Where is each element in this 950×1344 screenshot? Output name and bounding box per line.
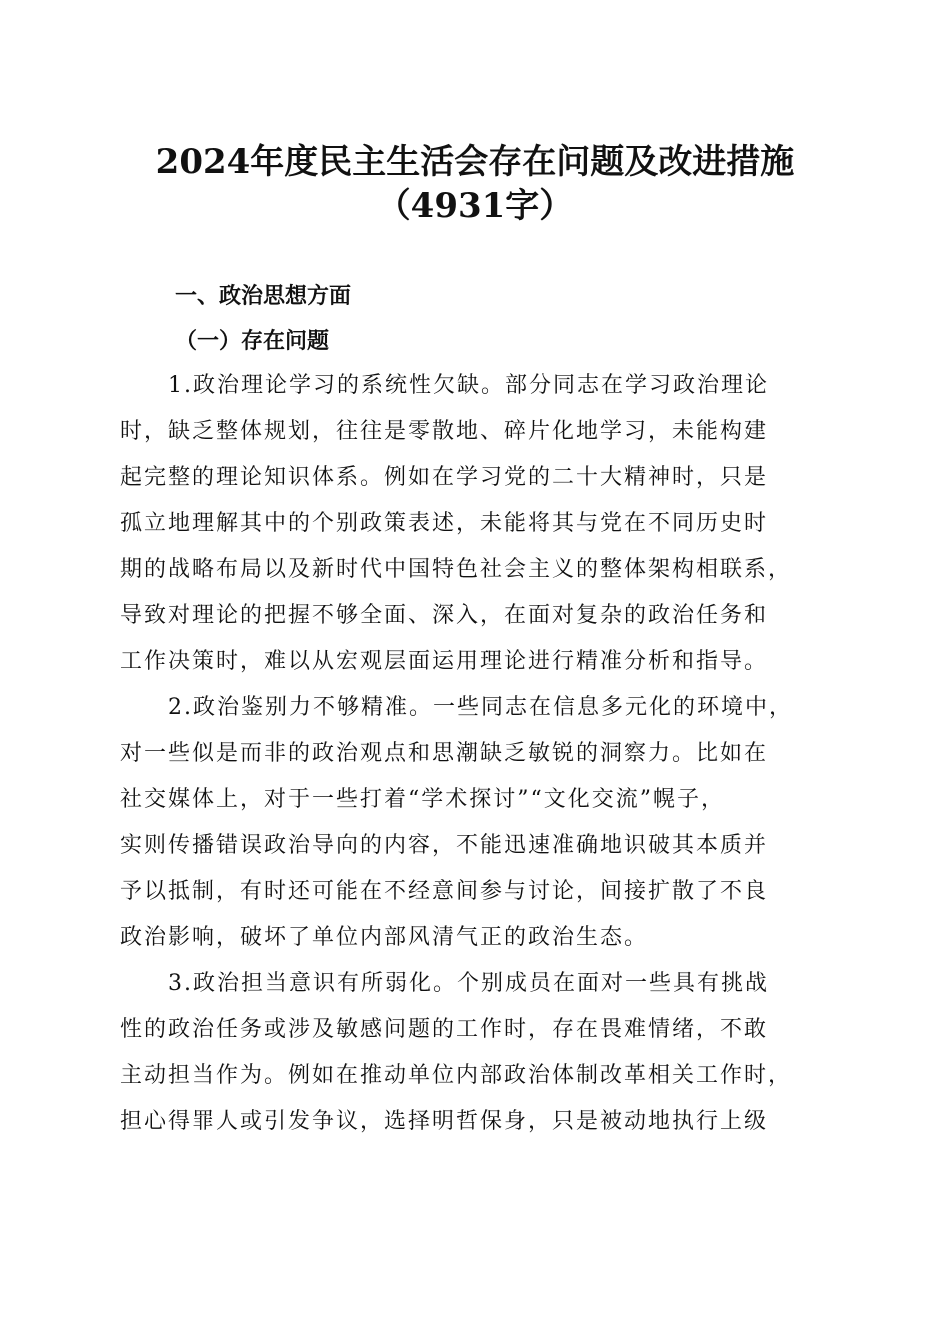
- paragraph-line: 主动担当作为。例如在推动单位内部政治体制改革相关工作时，: [120, 1063, 793, 1088]
- document-title: 2024年度民主生活会存在问题及改进措施: [155, 142, 795, 182]
- subsection-heading-existing-problems: （一）存在问题: [175, 328, 330, 354]
- document-title-word-count: （4931字）: [376, 186, 574, 226]
- paragraph-line: 对一些似是而非的政治观点和思潮缺乏敏锐的洞察力。比如在: [120, 741, 769, 766]
- paragraph-2: [120, 685, 838, 961]
- paragraph-line: 1.政治理论学习的系统性欠缺。部分同志在学习政治理论: [168, 373, 769, 398]
- paragraph-line: 孤立地理解其中的个别政策表述，未能将其与党在不同历史时: [120, 511, 769, 536]
- paragraph-line: 期的战略布局以及新时代中国特色社会主义的整体架构相联系，: [120, 557, 793, 582]
- paragraph-1: [120, 363, 838, 685]
- paragraph-line: 社交媒体上，对于一些打着“学术探讨”“文化交流”幌子，: [120, 787, 725, 812]
- section-heading-political-thought: 一、政治思想方面: [175, 284, 352, 309]
- paragraph-line: 起完整的理论知识体系。例如在学习党的二十大精神时，只是: [120, 465, 769, 490]
- paragraph-line: 予以抵制，有时还可能在不经意间参与讨论，间接扩散了不良: [120, 879, 769, 904]
- paragraph-3: [120, 961, 838, 1145]
- paragraph-line: 工作决策时，难以从宏观层面运用理论进行精准分析和指导。: [120, 649, 769, 674]
- paragraph-line: 导致对理论的把握不够全面、深入，在面对复杂的政治任务和: [120, 603, 769, 628]
- paragraph-line: 性的政治任务或涉及敏感问题的工作时，存在畏难情绪，不敢: [120, 1017, 769, 1042]
- paragraph-line: 担心得罪人或引发争议，选择明哲保身，只是被动地执行上级: [120, 1109, 769, 1134]
- paragraph-line: 政治影响，破坏了单位内部风清气正的政治生态。: [120, 925, 649, 950]
- paragraph-line: 2.政治鉴别力不够精准。一些同志在信息多元化的环境中，: [168, 695, 793, 720]
- paragraph-line: 实则传播错误政治导向的内容，不能迅速准确地识破其本质并: [120, 833, 769, 858]
- paragraph-line: 时，缺乏整体规划，往往是零散地、碎片化地学习，未能构建: [120, 419, 769, 444]
- paragraph-line: 3.政治担当意识有所弱化。个别成员在面对一些具有挑战: [168, 971, 769, 996]
